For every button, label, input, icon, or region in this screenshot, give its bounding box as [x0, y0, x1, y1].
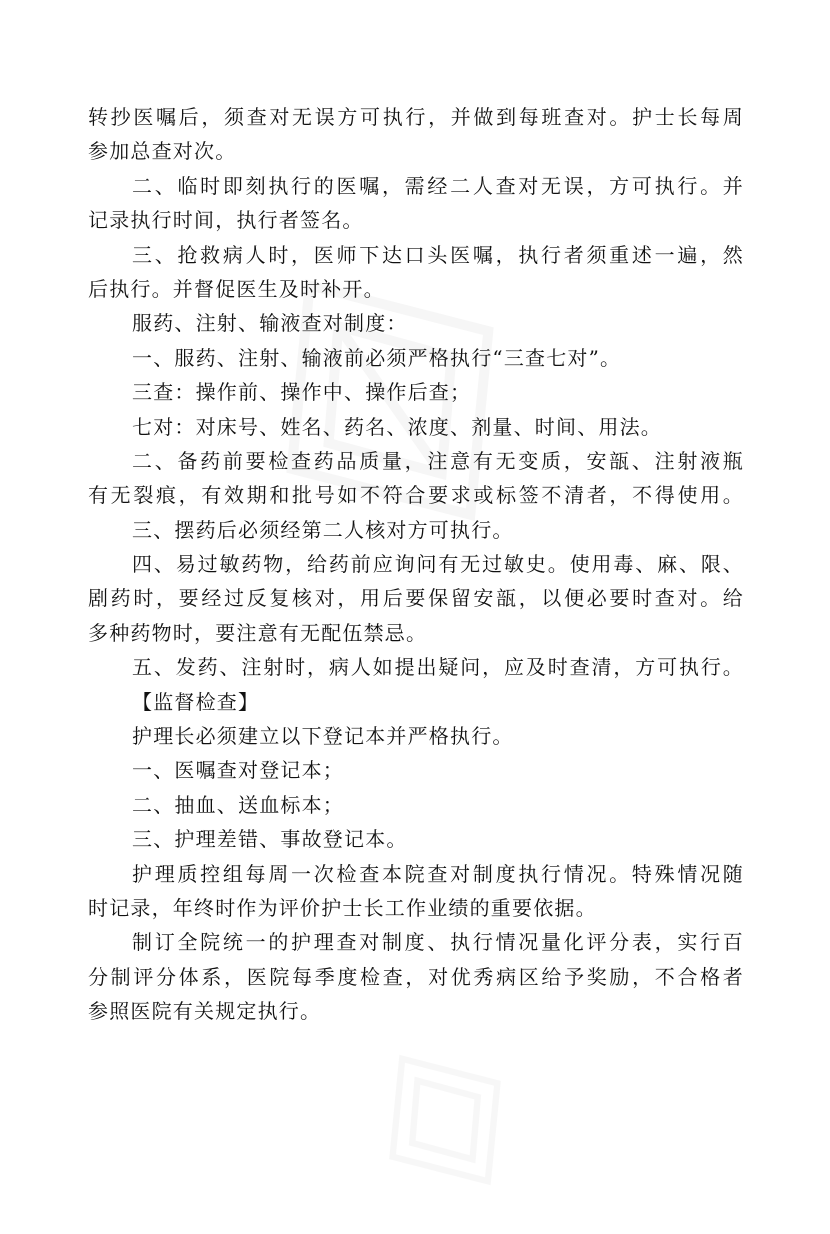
paragraph-line: 转抄医嘱后，须查对无误方可执行，并做到每班查对。护士长每周 — [88, 105, 744, 129]
watermark-icon-bottom — [329, 1006, 560, 1234]
paragraph-line: 三、摆药后必须经第二人核对方可执行。 — [132, 517, 514, 542]
paragraph-line: 五、发药、注射时，病人如提出疑问，应及时查清，方可执行。 — [132, 655, 744, 680]
paragraph-line: 记录执行时间，执行者签名。 — [88, 208, 364, 233]
paragraph-line: 参照医院有关规定执行。 — [88, 999, 322, 1024]
paragraph-line: 三、抢救病人时，医师下达口头医嘱，执行者须重述一遍，然 — [132, 242, 744, 267]
section-heading: 【监督检查】 — [132, 689, 260, 714]
paragraph-line: 护理质控组每周一次检查本院查对制度执行情况。特殊情况随 — [132, 861, 744, 886]
paragraph-line: 参加总查对次。 — [88, 139, 237, 164]
list-item: 一、医嘱查对登记本； — [132, 758, 344, 783]
paragraph-line: 剧药时，要经过反复核对，用后要保留安瓿，以便必要时查对。给 — [88, 586, 744, 611]
paragraph-line: 制订全院统一的护理查对制度、执行情况量化评分表，实行百 — [132, 930, 744, 955]
paragraph-line: 二、临时即刻执行的医嘱，需经二人查对无误，方可执行。并 — [132, 173, 744, 198]
paragraph-line: 七对：对床号、姓名、药名、浓度、剂量、时间、用法。 — [132, 414, 662, 439]
paragraph-line: 时记录，年终时作为评价护士长工作业绩的重要依据。 — [88, 895, 597, 920]
paragraph-line: 护理长必须建立以下登记本并严格执行。 — [132, 724, 514, 749]
document-body — [88, 100, 744, 1029]
paragraph-line: 有无裂痕，有效期和批号如不符合要求或标签不清者，不得使用。 — [88, 483, 744, 508]
list-item: 二、抽血、送血标本； — [132, 792, 344, 817]
paragraph-line: 后执行。并督促医生及时补开。 — [88, 276, 385, 301]
paragraph-line: 多种药物时，要注意有无配伍禁忌。 — [88, 620, 428, 645]
paragraph-line: 二、备药前要检查药品质量，注意有无变质，安瓿、注射液瓶 — [132, 448, 744, 473]
paragraph-line: 三查：操作前、操作中、操作后查； — [132, 380, 472, 405]
paragraph-line: 分制评分体系，医院每季度检查，对优秀病区给予奖励，不合格者 — [88, 964, 744, 989]
section-heading: 服药、注射、输液查对制度： — [132, 311, 408, 336]
list-item: 三、护理差错、事故登记本。 — [132, 827, 408, 852]
paragraph-line: 四、易过敏药物，给药前应询问有无过敏史。使用毒、麻、限、 — [132, 552, 744, 577]
paragraph-line: 一、服药、注射、输液前必须严格执行“三查七对”。 — [132, 345, 622, 370]
